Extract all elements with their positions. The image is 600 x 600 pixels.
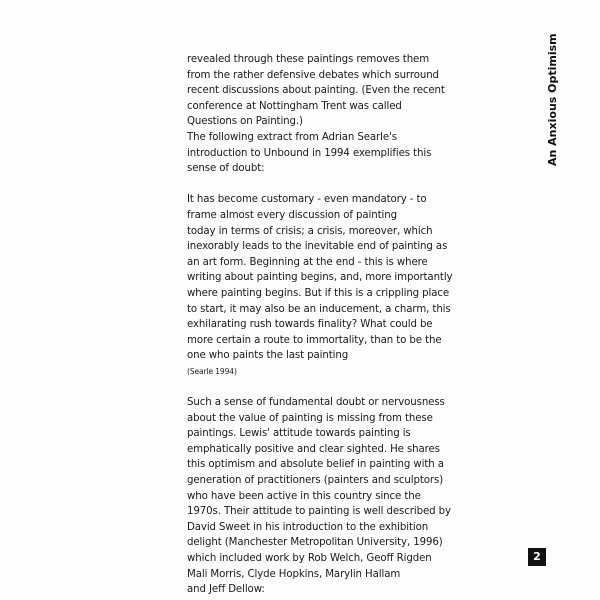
quote-line: frame almost every discussion of painting — [187, 209, 397, 221]
text-line: which included work by Rob Welch, Geoff Rigden — [187, 553, 432, 564]
body-text-column — [187, 52, 527, 598]
text-line: from the rather defensive debates which surround — [187, 69, 439, 81]
running-title — [530, 33, 559, 170]
text-line: sense of doubt: — [187, 163, 265, 175]
text-line: Mali Morris, Clyde Hopkins, Marylin Hallam — [187, 568, 401, 580]
block-quote — [187, 192, 527, 379]
quote-line: one who paints the last painting — [187, 350, 349, 362]
quote-line: exhilarating rush towards finality? What could be — [187, 319, 433, 331]
paragraph-main — [187, 395, 527, 598]
text-line: Questions on Painting.) — [187, 116, 303, 128]
running-title-text: An Anxious Optimism — [546, 33, 559, 166]
quote-line: today in terms of crisis; a crisis, moreover, which — [187, 225, 433, 237]
paragraph-spacer — [187, 177, 527, 193]
text-line: revealed through these paintings removes them — [187, 54, 430, 65]
page-number-badge: 2 — [528, 548, 546, 566]
quote-line: writing about painting begins, and, more importantly — [187, 272, 453, 284]
paragraph-intro — [187, 52, 527, 177]
text-line: Such a sense of fundamental doubt or nervousness — [187, 397, 445, 409]
text-line: about the value of painting is missing from these — [187, 412, 433, 424]
text-line: paintings. Lewis' attitude towards painting is — [187, 428, 411, 440]
text-line: delight (Manchester Metropolitan University, 1996) — [187, 537, 443, 549]
text-line: David Sweet in his introduction to the exhibition — [187, 521, 429, 533]
text-line: conference at Nottingham Trent was called — [187, 100, 402, 112]
text-line: and Jeff Dellow: — [187, 584, 265, 596]
text-line: 1970s. Their attitude to painting is well described by — [187, 506, 451, 518]
quote-line: an art form. Beginning at the end - this is where — [187, 256, 428, 268]
text-line: emphatically positive and clear sighted. He shares — [187, 443, 440, 455]
text-line: this optimism and absolute belief in painting with a — [187, 459, 444, 471]
text-line: The following extract from Adrian Searle's — [187, 131, 397, 143]
text-line: generation of practitioners (painters and sculptors) — [187, 475, 444, 487]
quote-line: to start, it may also be an inducement, a charm, this — [187, 303, 451, 315]
quote-line: inexorably leads to the inevitable end of painting as — [187, 241, 448, 253]
quote-line: where painting begins. But if this is a crippling place — [187, 287, 450, 299]
text-line: who have been active in this country since the — [187, 490, 421, 502]
text-line: recent discussions about painting. (Even the recent — [187, 85, 445, 97]
quote-citation: (Searle 1994) — [187, 366, 237, 376]
quote-line: more certain a route to immortality, than to be the — [187, 334, 442, 346]
quote-line: It has become customary - even mandatory - to — [187, 194, 427, 206]
text-line: introduction to Unbound in 1994 exemplifies this — [187, 147, 432, 159]
paragraph-spacer — [187, 379, 527, 395]
